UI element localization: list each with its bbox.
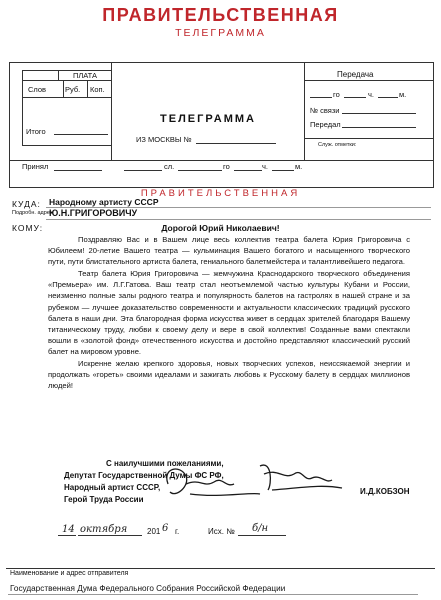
year-suffix: 6 <box>162 523 169 534</box>
peredal-label: Передал <box>310 120 341 129</box>
right-ch-label: ч. <box>368 90 374 99</box>
prinyal-label: Принял <box>22 162 49 171</box>
date-rule-day <box>58 535 76 536</box>
paragraph-2: Театр балета Юрия Григоровича — жемчужина Краснодарского творческого объединения «Премьера» им. Л.Г.Гатова. Ваш театр стал неотъемлемой частью культуры Кубани и России, неизменно полные залы родного театра и популярность балетов на гастролях в нашей стране и за рубежом — лучшее доказательство современности и актуальности классических традиций русского балета в наши дни. Эта благородная форма искусства живет в сердцах зрителей благодаря Вашему титаническому труду, любви к своему делу и вере в свой коллектив! Созданные вами спектакли вошли в «золотой фонд» отечественного искусства и достойно представляют классический русский балет на мировом уровне. <box>48 269 410 356</box>
address-rule-1 <box>46 207 431 208</box>
itogo-line <box>54 134 108 135</box>
signature-stroke <box>167 469 260 495</box>
signature-stroke <box>260 465 342 490</box>
date-rule-month <box>78 535 142 536</box>
sender-rule <box>8 594 418 595</box>
signature <box>160 454 350 506</box>
right-go-label: го <box>333 90 340 99</box>
right-date-line-3 <box>378 97 398 98</box>
divider <box>22 97 111 98</box>
closing: С наилучшими пожеланиями, <box>106 459 224 468</box>
rub-label: Руб. <box>65 85 81 94</box>
kop-label: Коп. <box>90 85 105 94</box>
sender-name: Государственная Дума Федерального Собрания Российской Федерации <box>10 584 286 593</box>
divider <box>22 80 111 81</box>
address-line-1: Народному артисту СССР <box>49 197 159 207</box>
peredacha-label: Передача <box>337 70 374 79</box>
isx-label: Исх. № <box>208 527 235 536</box>
divider <box>304 80 433 81</box>
page-subtitle: ТЕЛЕГРАММА <box>175 27 266 39</box>
page-title: ПРАВИТЕЛЬСТВЕННАЯ <box>102 5 339 25</box>
divider <box>58 70 59 80</box>
divider <box>304 62 305 160</box>
komu-label: КОМУ: <box>12 223 44 233</box>
divider <box>87 80 88 97</box>
signer-name: И.Д.КОБЗОН <box>360 487 410 496</box>
right-date-line-1 <box>310 97 332 98</box>
year-g: г. <box>175 527 180 536</box>
divider <box>9 160 433 161</box>
right-date-line-2 <box>344 97 366 98</box>
footer-divider <box>6 568 435 569</box>
ch-label: ч. <box>262 162 268 171</box>
m-label: м. <box>295 162 303 171</box>
sl-label: сл. <box>164 162 175 171</box>
sender-label: Наименование и адрес отправителя <box>10 570 129 577</box>
kuda-label: КУДА: <box>12 199 41 209</box>
isx-number: б/н <box>252 523 269 534</box>
sig-line-3: Герой Труда России <box>64 495 144 504</box>
sluzh-label: Служ. отметки: <box>318 142 357 148</box>
iz-moskvy-label: ИЗ МОСКВЫ № <box>136 135 192 144</box>
letter-body <box>48 234 410 391</box>
date-month: октября <box>80 524 128 535</box>
sig-line-2: Народный артист СССР, <box>64 483 161 492</box>
date-day: 14 <box>62 524 75 535</box>
paragraph-3: Искренне желаю крепкого здоровья, новых творческих успехов, неиссякаемой энергии и продолжать «гореть» своими идеалами и зажигать любовь к Русскому балету в сердцах миллионов людей! <box>48 359 410 391</box>
podrobn-label: Подробн. адрес <box>12 210 53 216</box>
plata-label: ПЛАТА <box>72 71 98 80</box>
address-line-2: Ю.Н.ГРИГОРОВИЧУ <box>49 208 138 218</box>
right-m-label: м. <box>399 90 407 99</box>
divider <box>111 62 112 160</box>
peredal-line <box>342 127 416 128</box>
paragraph-1: Поздравляю Вас и в Вашем лице весь коллектив театра балета Юрия Григоровича с Юбилеем! 20-летие Вашего театра — кульминация Вашего богатого и насыщенного творческого пути, пути блистательного артиста балета, гениального балетмейстера и талантливейшего педагога. <box>48 235 410 267</box>
divider <box>304 138 433 139</box>
divider <box>63 80 64 97</box>
telegram-title: ТЕЛЕГРАММА <box>160 113 256 125</box>
prinyal-line <box>54 170 102 171</box>
go-label: го <box>223 162 230 171</box>
svyazi-line <box>342 113 416 114</box>
date-line-4 <box>272 170 294 171</box>
year-prefix: 201 <box>147 527 161 536</box>
address-rule-2 <box>46 219 431 220</box>
svyazi-label: № связи <box>310 106 340 115</box>
date-line-3 <box>234 170 262 171</box>
sig-line-1: Депутат Государственной Думы ФС РФ, <box>64 471 224 480</box>
iz-moskvy-line <box>196 143 276 144</box>
date-line-2 <box>178 170 222 171</box>
isx-line <box>238 535 286 536</box>
greeting: Дорогой Юрий Николаевич! <box>161 223 280 233</box>
itogo-label: Итого <box>26 127 46 136</box>
slov-label: Слов <box>28 85 47 94</box>
date-line-1 <box>124 170 162 171</box>
gov-address-header: ПРАВИТЕЛЬСТВЕННАЯ <box>140 188 301 199</box>
